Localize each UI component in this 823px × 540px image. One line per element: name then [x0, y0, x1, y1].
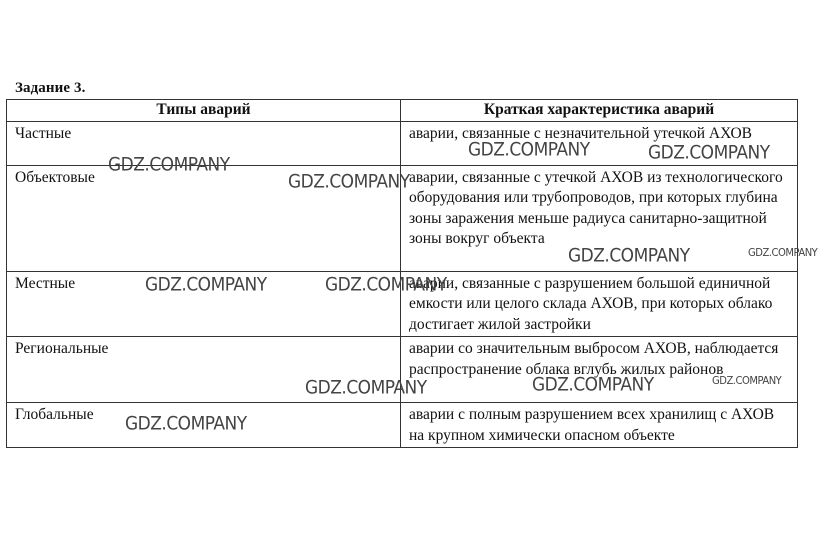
watermark: GDZ.COMPANY [468, 139, 590, 161]
accident-description-cell: аварии, связанные с незначительной утечкой АХОВ [401, 121, 798, 165]
accident-description-cell: аварии, связанные с разрушением большой единичной емкости или целого склада АХОВ, при которых облако достигает жилой застройки [401, 271, 798, 337]
accident-type-cell: Объектовые [7, 165, 401, 271]
watermark: GDZ.COMPANY [305, 377, 427, 399]
header-accident-description: Краткая характеристика аварий [401, 100, 798, 122]
accident-type-cell: Частные [7, 121, 401, 165]
watermark: GDZ.COMPANY [288, 171, 410, 193]
watermark: GDZ.COMPANY [748, 247, 818, 260]
accident-type-cell: Региональные [7, 337, 401, 403]
accident-type-cell: Местные [7, 271, 401, 337]
accident-type-cell: Глобальные [7, 403, 401, 448]
accident-description-cell: аварии со значительным выбросом АХОВ, наблюдается распространение облака вглубь жилых районов [401, 337, 798, 403]
watermark: GDZ.COMPANY [648, 142, 770, 164]
watermark: GDZ.COMPANY [712, 375, 782, 388]
watermark: GDZ.COMPANY [108, 154, 230, 176]
watermark: GDZ.COMPANY [145, 274, 267, 296]
accident-description-cell: аварии с полным разрушением всех хранилищ с АХОВ на крупном химически опасном объекте [401, 403, 798, 448]
watermark: GDZ.COMPANY [125, 413, 247, 435]
task-title: Задание 3. [15, 80, 86, 96]
table-header-row [7, 100, 798, 122]
watermark: GDZ.COMPANY [568, 245, 690, 267]
header-accident-type: Типы аварий [7, 100, 401, 122]
watermark: GDZ.COMPANY [532, 374, 654, 396]
accident-description-cell: аварии, связанные с утечкой АХОВ из технологического оборудования или трубопроводов, при которых глубина зоны заражения меньше радиуса санитарно-защитной зоны вокруг объекта [401, 165, 798, 271]
watermark: GDZ.COMPANY [325, 274, 447, 296]
